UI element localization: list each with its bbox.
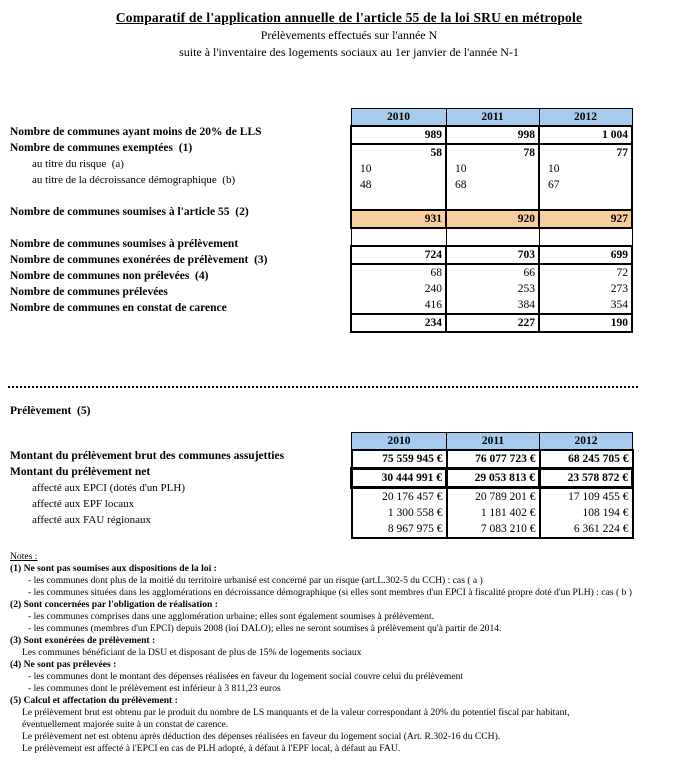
table-cell: 10 <box>351 161 446 177</box>
table-cell: 68 <box>351 264 446 281</box>
table-row <box>352 450 633 469</box>
montants-table <box>350 432 634 539</box>
note-line: (5) Calcul et affectation du prélèvement : <box>10 695 178 706</box>
note-line: - les communes dont le montant des dépenses réalisées en faveur du logement social couvre celui du prélèvement <box>28 671 464 682</box>
table-row <box>351 297 632 314</box>
table-cell: 10 <box>446 161 539 177</box>
table-cell <box>351 193 446 210</box>
table-row <box>351 314 632 332</box>
row-label-soumises-art55: Nombre de communes soumises à l'article 55 (2) <box>10 206 249 218</box>
table-cell: 17 109 455 € <box>540 488 633 506</box>
table-cell: 240 <box>351 281 446 297</box>
table-row <box>351 126 632 144</box>
table-cell: 7 083 210 € <box>447 521 540 538</box>
table-cell <box>539 228 632 246</box>
table-cell: 234 <box>351 314 446 332</box>
table-cell: 67 <box>539 177 632 193</box>
note-line: - les communes comprises dans une agglomération urbaine; elles sont également soumises à prélèvement. <box>28 611 435 622</box>
note-line: éventuellement majorée suite à un constat de carence. <box>22 719 229 730</box>
table-cell: 78 <box>446 144 539 161</box>
table-cell: 76 077 723 € <box>447 450 540 469</box>
table-cell: 384 <box>446 297 539 314</box>
table-cell-highlighted: 927 <box>539 210 632 228</box>
table-cell: 354 <box>539 297 632 314</box>
year-header-row <box>351 109 632 127</box>
note-line: Le prélèvement net est obtenu après déduction des dépenses réalisées en faveur du logement social (Art. R.302-16 du CCH). <box>22 731 501 742</box>
table-cell: 253 <box>446 281 539 297</box>
table-cell: 1 004 <box>539 126 632 144</box>
note-line: - les communes situées dans les agglomérations en décroissance démographique (si elles sont membres d'un EPCI à fiscalité propre doté d'un PLH) : cas ( b ) <box>28 587 632 598</box>
subtitle-line-2: suite à l'inventaire des logements sociaux au 1er janvier de l'année N-1 <box>179 44 519 59</box>
subtitle-line-1: Prélèvements effectués sur l'année N <box>260 28 438 42</box>
table-cell <box>351 228 446 246</box>
note-line: (4) Ne sont pas prélevées : <box>10 659 117 670</box>
table-cell: 989 <box>351 126 446 144</box>
year-header-row <box>352 433 633 451</box>
title-block <box>0 8 698 60</box>
table-cell: 1 181 402 € <box>447 505 540 521</box>
table-cell: 108 194 € <box>540 505 633 521</box>
note-line: - les communes dont le prélèvement est inférieur à 3 811,23 euros <box>28 683 281 694</box>
table-cell: 699 <box>539 246 632 264</box>
communes-table <box>350 108 633 333</box>
prelevement-heading: Prélèvement (5) <box>10 405 91 417</box>
table-row <box>351 246 632 264</box>
row-label-prelevement-brut: Montant du prélèvement brut des communes assujetties <box>10 450 285 462</box>
table-cell: 68 <box>446 177 539 193</box>
table-cell: 68 245 705 € <box>540 450 633 469</box>
table-cell: 8 967 975 € <box>352 521 447 538</box>
table-cell: 10 <box>539 161 632 177</box>
table-row <box>352 521 633 538</box>
table-cell: 72 <box>539 264 632 281</box>
table-row-empty <box>351 193 632 210</box>
table-row <box>352 488 633 506</box>
table-cell: 416 <box>351 297 446 314</box>
table-row <box>352 469 633 488</box>
note-line: - les communes dont plus de la moitié du territoire urbanisé est concerné par un risque (art.L.302-5 du CCH) : cas ( a ) <box>28 575 483 586</box>
year-header: 2011 <box>446 109 539 127</box>
row-label-affecte-fau: affecté aux FAU régionaux <box>32 514 152 526</box>
table-row <box>352 505 633 521</box>
table-cell: 227 <box>446 314 539 332</box>
row-label-affecte-epci: affecté aux EPCI (dotés d'un PLH) <box>32 482 185 494</box>
table-cell: 20 176 457 € <box>352 488 447 506</box>
notes-heading: Notes : <box>10 551 38 562</box>
year-header: 2010 <box>351 109 446 127</box>
row-label-soumises-prelevement: Nombre de communes soumises à prélèvement <box>10 238 239 250</box>
table-cell: 703 <box>446 246 539 264</box>
table-cell: 58 <box>351 144 446 161</box>
row-label-constat-carence: Nombre de communes en constat de carence <box>10 302 227 314</box>
row-label-affecte-epf: affecté aux EPF locaux <box>32 498 135 510</box>
table-cell <box>539 193 632 210</box>
row-label-decroissance: au titre de la décroissance démographique (b) <box>32 174 236 186</box>
row-label-exemptees: Nombre de communes exemptées (1) <box>10 142 193 154</box>
table-row-empty <box>351 228 632 246</box>
year-header: 2011 <box>447 433 540 451</box>
table-cell: 29 053 813 € <box>447 469 540 488</box>
row-label-non-prelevees: Nombre de communes non prélevées (4) <box>10 270 209 282</box>
row-label-exonerees: Nombre de communes exonérées de prélèvement (3) <box>10 254 268 266</box>
table-cell: 20 789 201 € <box>447 488 540 506</box>
table-row <box>351 177 632 193</box>
table-cell: 66 <box>446 264 539 281</box>
table-cell: 75 559 945 € <box>352 450 447 469</box>
document-title: Comparatif de l'application annuelle de l'article 55 de la loi SRU en métropole <box>115 10 583 25</box>
note-line: (3) Sont exonérées de prélèvement : <box>10 635 156 646</box>
table-cell-highlighted: 931 <box>351 210 446 228</box>
row-label-prelevees: Nombre de communes prélevées <box>10 286 168 298</box>
table-row <box>351 281 632 297</box>
table-row <box>351 264 632 281</box>
table-cell: 77 <box>539 144 632 161</box>
year-header: 2012 <box>539 109 632 127</box>
note-line: Le prélèvement brut est obtenu par le produit du nombre de LS manquants et de la valeur correspondant à 20% du potentiel fiscal par habitant, <box>22 707 570 718</box>
table-cell: 23 578 872 € <box>540 469 633 488</box>
year-header: 2010 <box>352 433 447 451</box>
year-header: 2012 <box>540 433 633 451</box>
table-cell: 724 <box>351 246 446 264</box>
note-line: Les communes bénéficiant de la DSU et disposant de plus de 15% de logements sociaux <box>22 647 362 658</box>
table-cell: 48 <box>351 177 446 193</box>
table-cell-highlighted: 920 <box>446 210 539 228</box>
note-line: (2) Sont concernées par l'obligation de réalisation : <box>10 599 218 610</box>
row-label-prelevement-net: Montant du prélèvement net <box>10 466 151 478</box>
table-cell <box>446 228 539 246</box>
table-cell: 998 <box>446 126 539 144</box>
note-line: - les communes (membres d'un EPCI) depuis 2008 (loi DALO); elles ne seront soumises à prélèvement qu'à partir de 2014. <box>28 623 502 634</box>
table-cell <box>446 193 539 210</box>
table-cell: 30 444 991 € <box>352 469 447 488</box>
table-row <box>351 144 632 161</box>
table-cell: 1 300 558 € <box>352 505 447 521</box>
dotted-divider <box>8 386 640 388</box>
row-label-moins-20pc-lls: Nombre de communes ayant moins de 20% de LLS <box>10 126 262 138</box>
table-cell: 273 <box>539 281 632 297</box>
note-line: (1) Ne sont pas soumises aux dispositions de la loi : <box>10 563 217 574</box>
table-row <box>351 161 632 177</box>
table-cell: 190 <box>539 314 632 332</box>
table-cell: 6 361 224 € <box>540 521 633 538</box>
row-label-titre-risque: au titre du risque (a) <box>32 158 124 170</box>
table-row-highlighted <box>351 210 632 228</box>
note-line: Le prélèvement est affecté à l'EPCI en cas de PLH adopté, à défaut à l'EPF local, à défaut au FAU. <box>22 743 401 754</box>
notes-section <box>10 551 694 755</box>
